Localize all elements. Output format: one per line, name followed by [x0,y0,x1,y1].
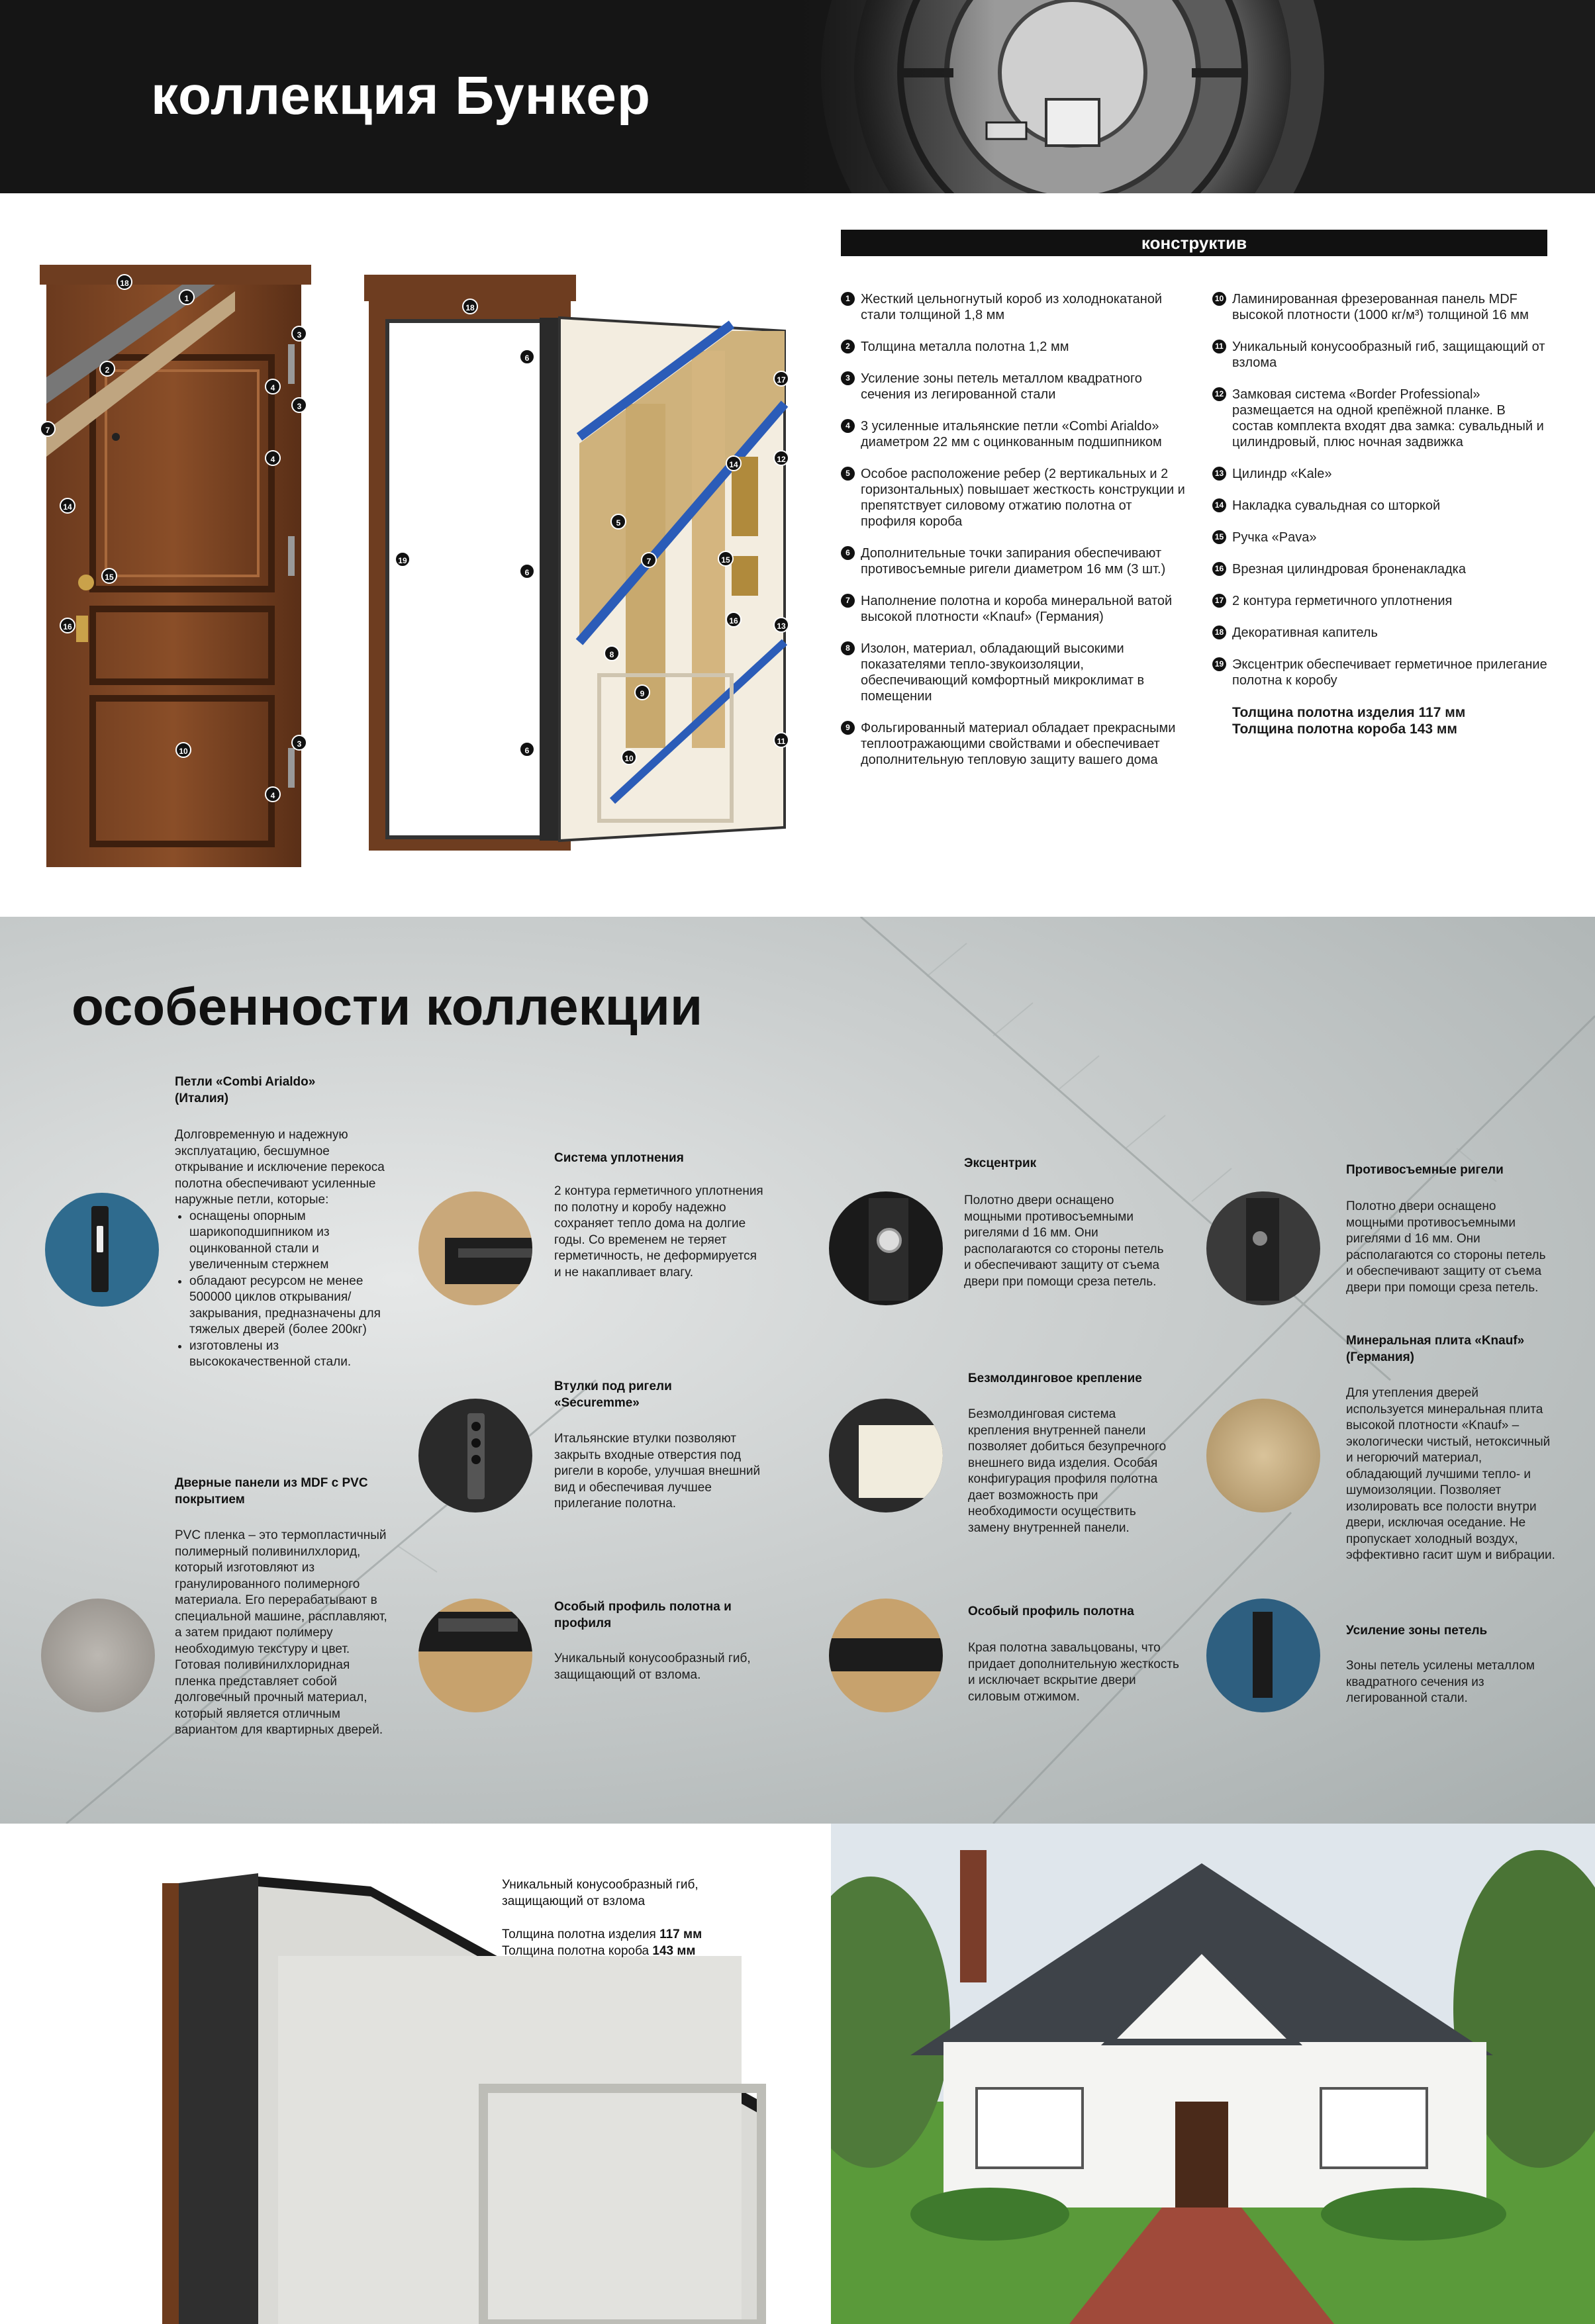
moldingless-photo [829,1399,943,1512]
construct-item: 11 Уникальный конусообразный гиб, защищающий от взлома [1212,339,1547,371]
hinge-photo [45,1193,159,1307]
securemme-body: Итальянские втулки позволяют закрыть входные отверстия под ригели в коробе, улучшая внешний вид и обеспечивая лучшее прилегание полотна. [554,1432,761,1511]
door-callout-r17: 17 [773,371,789,387]
profile2-body: Края полотна завальцованы, что придает дополнительную жесткость и исключает вскрытие двери силовым отжимом. [968,1641,1179,1704]
construct-item: 7 Наполнение полотна и короба минеральной ватой высокой плотности «Knauf» (Германия) [841,593,1185,625]
construct-item: 5 Особое расположение ребер (2 вертикальных и 2 горизонтальных) повышает жесткость конструкции и препятствует силовому отжатию полотна от профиля короба [841,466,1185,530]
door-callout-r7: 7 [641,552,657,568]
petli-bullet: • оснащены опорным шарикоподшипником из оцинкованной стали и увеличенным стержнем [189,1209,390,1274]
eccentric-photo [829,1191,943,1305]
door-callout-r10: 10 [621,749,637,765]
seal-photo [418,1191,532,1305]
construct-item: 19 Эксцентрик обеспечивает герметичное прилегание полотна к коробу [1212,657,1547,688]
seal-body: 2 контура герметичного уплотнения по полотну и коробу надежно сохраняет тепло дома на долгие годы. Со временем не теряет герметичность, не деформируется и не накапливает влагу. [554,1184,763,1279]
door-callout-14: 14 [60,498,75,514]
door-callout-r9: 9 [634,684,650,700]
thickness-leaf: Толщина полотна изделия 117 мм [1232,705,1466,720]
door-callout-r5: 5 [610,514,626,530]
door-callout-15: 15 [101,568,117,584]
petli-body [175,1127,390,1371]
door-callout-r16: 16 [726,612,742,627]
house-image [831,1824,1595,2324]
door-callout-4c: 4 [265,786,281,802]
construct-item: 2 Толщина металла полотна 1,2 мм [841,339,1185,355]
door-callout-r6b: 6 [519,563,535,579]
profile1-body: Уникальный конусообразный гиб, защищающий от взлома. [554,1651,751,1682]
construct-item: 8 Изолон, материал, обладающий высокими показателями тепло-звукоизоляции, обеспечивающий комфортный микроклимат в помещении [841,641,1185,704]
construct-item: 17 2 контура герметичного уплотнения [1212,593,1547,609]
construct-item: 9 Фольгированный материал обладает прекрасными теплоотражающими свойствами и обеспечивает дополнительную тепловую защиту вашего дома [841,720,1185,768]
hero-banner [0,0,1595,193]
door-callout-3c: 3 [291,735,307,751]
door-callout-r12: 12 [773,450,789,466]
door-callout-2: 2 [99,361,115,377]
construct-item: 1 Жесткий цельногнутый короб из холоднокатаной стали толщиной 1,8 мм [841,291,1185,323]
construct-header: конструктив [841,230,1547,256]
knauf-photo [1206,1399,1320,1512]
anti-removal-title: Противосъемные ригели [1346,1163,1504,1177]
petli-bullet: • обладают ресурсом не менее 500000 циклов открывания/закрывания, предназначены для тяжелых дверей (более 200кг) [189,1274,390,1338]
pvc-texture-photo [41,1599,155,1712]
construct-item: 6 Дополнительные точки запирания обеспечивают противосъемные ригели диаметром 16 мм (3 шт.) [841,545,1185,577]
construct-item: 12 Замковая система «Border Professional» размещается на одной крепёжной планке. В состав комплекта входят два замка: сувальдный и цилиндровый, плюс ночная задвижка [1212,387,1547,450]
door-callout-r14: 14 [726,455,742,471]
door-callout-r11: 11 [773,732,789,748]
petli-title: Петли «Combi Arialdo» (Италия) [175,1075,316,1105]
door-callout-7: 7 [40,421,56,437]
features-section [0,917,1595,1824]
petli-bullet: • изготовлены из высококачественной стали. [189,1338,390,1371]
construct-item: 3 Усиление зоны петель металлом квадратного сечения из легированной стали [841,371,1185,402]
bottom-annotation [502,1877,702,1959]
profile2-title: Особый профиль полотна [968,1604,1134,1618]
door-profile-image [0,1824,831,2324]
construct-item: 16 Врезная цилиндровая броненакладка [1212,561,1547,577]
panels-body: PVC пленка – это термопластичный полимерный поливинилхлорид, который изготовляют из гранулированного полимерного материала. Его перерабатывают в специальной машине, расплавляют, а затем придают полимеру необходимую текстуру и цвет. Готовая поливинилхлоридная пленка представляет собой долговечный прочный материал, который является отличным вариантом для квартирных дверей. [175,1528,387,1737]
door-callout-r18: 18 [462,299,478,314]
vault-door-image [795,0,1595,193]
door-callout-r6c: 6 [519,741,535,757]
seal-title: Система уплотнения [554,1151,684,1165]
door-callout-r15: 15 [718,551,734,567]
door-callout-3: 3 [291,326,307,342]
securemme-photo [418,1399,532,1512]
door-callout-r13: 13 [773,617,789,633]
profile-photo-2 [829,1599,943,1712]
door-callout-18: 18 [117,274,132,290]
construct-item: 10 Ламинированная фрезерованная панель MDF высокой плотности (1000 кг/м³) толщиной 16 мм [1212,291,1547,323]
door-callout-4: 4 [265,379,281,395]
panels-title: Дверные панели из MDF с PVC покрытием [175,1476,368,1507]
door-callout-r8: 8 [604,645,620,661]
door-callout-16: 16 [60,618,75,633]
page-title: коллекция Бункер [151,66,651,126]
moldingless-title: Безмолдинговое крепление [968,1371,1142,1385]
features-title: особенности коллекции [72,977,703,1036]
moldingless-body: Безмолдинговая система крепления внутренней панели позволяет добиться безупречного внешнего вида изделия. Особая конфигурация профиля полотна дает возможность при необходимости осуществить замену внутренней панели. [968,1407,1167,1535]
anti-removal-photo [1206,1191,1320,1305]
bottom-line4: Толщина полотна короба 143 мм [502,1944,696,1958]
eccentric-title: Эксцентрик [964,1156,1037,1170]
construct-item: 4 3 усиленные итальянские петли «Combi Arialdo» диаметром 22 мм с оцинкованным подшипником [841,418,1185,450]
profile-photo-1 [418,1599,532,1712]
anti-removal-body: Полотно двери оснащено мощными противосъемными ригелями d 16 мм. Они располагаются со стороны петель и обеспечивают защиту от съема двери при помощи среза петель. [1346,1199,1546,1295]
knauf-body: Для утепления дверей используется минеральная плита высокой плотности «Knauf» – экологически чистый, нетоксичный и негорючий материал, обладающий лучшими тепло- и шумоизоляции. Позволяет изолировать все полости внутри двери, исключая оседание. Не пропускает холодный воздух, эффективно гасит шум и вибрации. [1346,1386,1555,1562]
construct-item: 14 Накладка сувальдная со шторкой [1212,498,1547,514]
construct-item: 15 Ручка «Pava» [1212,530,1547,545]
hinge-zone-title: Усиление зоны петель [1346,1624,1488,1638]
door-profile-closeup [0,1824,831,2324]
door-callout-4b: 4 [265,450,281,466]
profile1-title: Особый профиль полотна и профиля [554,1600,732,1630]
construct-item: 13 Цилиндр «Kale» [1212,466,1547,482]
door-callout-3b: 3 [291,397,307,413]
house-photo [831,1824,1595,2324]
eccentric-body: Полотно двери оснащено мощными противосъемными ригелями d 16 мм. Они располагаются со стороны петель и обеспечивают защиту от съема двери при помощи среза петель. [964,1193,1164,1289]
bottom-line2: защищающий от взлома [502,1894,646,1908]
construct-item: 18 Декоративная капитель [1212,625,1547,641]
knauf-title: Минеральная плита «Knauf» (Германия) [1346,1334,1525,1364]
hinge-zone-body: Зоны петель усилены металлом квадратного сечения из легированной стали. [1346,1659,1535,1705]
construct-list-left [841,291,1185,784]
construct-list-right [1212,291,1547,737]
door-callout-r19: 19 [395,551,411,567]
thickness-frame: Толщина полотна короба 143 мм [1232,721,1457,737]
securemme-title: Втулки под ригели «Securemme» [554,1379,672,1410]
hinge-zone-photo [1206,1599,1320,1712]
door-callout-r6: 6 [519,349,535,365]
bottom-line3: Толщина полотна изделия 117 мм [502,1928,702,1941]
door-callout-10: 10 [175,742,191,758]
door-callout-1: 1 [179,289,195,305]
bottom-line1: Уникальный конусообразный гиб, [502,1878,699,1892]
petli-intro: Долговременную и надежную эксплуатацию, бесшумное открывание и исключение перекоса полотна обеспечивают усиленные наружные петли, которые: [175,1128,385,1207]
